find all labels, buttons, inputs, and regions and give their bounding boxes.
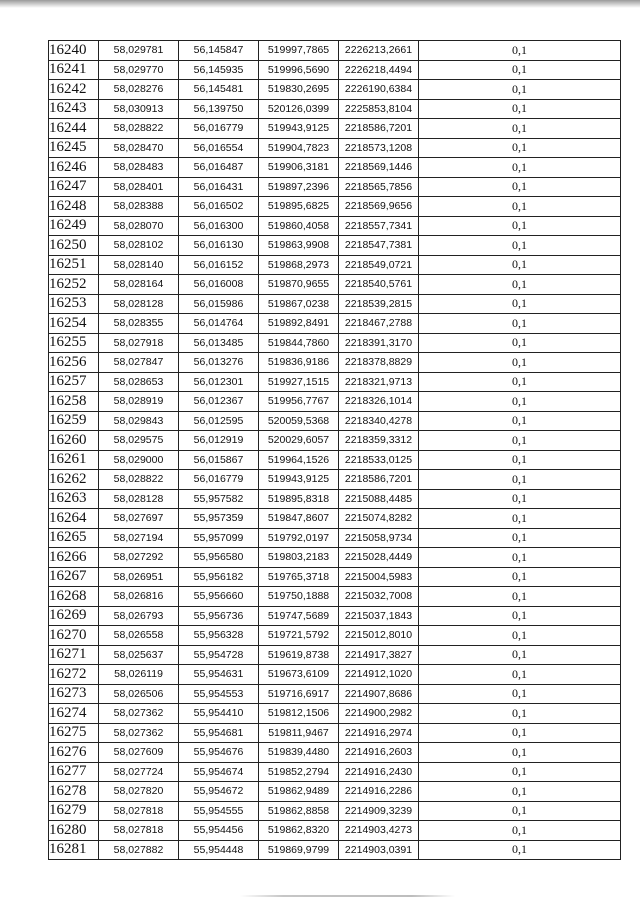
x-coordinate-cell: 519927,1515: [259, 372, 339, 392]
x-coordinate-cell: 519862,8858: [259, 801, 339, 821]
x-coordinate-cell: 519852,2794: [259, 762, 339, 782]
x-coordinate-cell: 519943,9125: [259, 470, 339, 490]
latitude-cell: 58,029770: [99, 60, 179, 80]
latitude-cell: 58,027362: [99, 704, 179, 724]
point-number-cell: 16265: [49, 528, 99, 548]
latitude-cell: 58,028401: [99, 177, 179, 197]
longitude-cell: 56,014764: [179, 314, 259, 334]
point-number-cell: 16277: [49, 762, 99, 782]
point-number-cell: 16251: [49, 255, 99, 275]
x-coordinate-cell: 519863,9908: [259, 236, 339, 256]
point-number-cell: 16246: [49, 158, 99, 178]
point-number-cell: 16249: [49, 216, 99, 236]
x-coordinate-cell: 520029,6057: [259, 431, 339, 451]
y-coordinate-cell: 2218391,3170: [339, 333, 419, 353]
point-number-cell: 16261: [49, 450, 99, 470]
accuracy-cell: 0,1: [419, 743, 621, 763]
scan-top-edge: [0, 0, 640, 8]
latitude-cell: 58,026558: [99, 626, 179, 646]
table-row: [49, 80, 621, 100]
table-row: [49, 567, 621, 587]
latitude-cell: 58,028070: [99, 216, 179, 236]
x-coordinate-cell: 519619,8738: [259, 645, 339, 665]
accuracy-cell: 0,1: [419, 528, 621, 548]
longitude-cell: 56,016554: [179, 138, 259, 158]
y-coordinate-cell: 2215028,4449: [339, 548, 419, 568]
accuracy-cell: 0,1: [419, 372, 621, 392]
accuracy-cell: 0,1: [419, 821, 621, 841]
x-coordinate-cell: 519997,7865: [259, 41, 339, 61]
accuracy-cell: 0,1: [419, 314, 621, 334]
point-number-cell: 16243: [49, 99, 99, 119]
y-coordinate-cell: 2215037,1843: [339, 606, 419, 626]
point-number-cell: 16244: [49, 119, 99, 139]
y-coordinate-cell: 2214900,2982: [339, 704, 419, 724]
longitude-cell: 56,013276: [179, 353, 259, 373]
latitude-cell: 58,026506: [99, 684, 179, 704]
point-number-cell: 16254: [49, 314, 99, 334]
table-row: [49, 704, 621, 724]
accuracy-cell: 0,1: [419, 216, 621, 236]
y-coordinate-cell: 2218340,4278: [339, 411, 419, 431]
latitude-cell: 58,027818: [99, 801, 179, 821]
table-row: [49, 509, 621, 529]
latitude-cell: 58,028822: [99, 119, 179, 139]
y-coordinate-cell: 2215004,5983: [339, 567, 419, 587]
accuracy-cell: 0,1: [419, 392, 621, 412]
point-number-cell: 16268: [49, 587, 99, 607]
table-row: [49, 606, 621, 626]
accuracy-cell: 0,1: [419, 333, 621, 353]
accuracy-cell: 0,1: [419, 60, 621, 80]
latitude-cell: 58,028483: [99, 158, 179, 178]
table-row: [49, 821, 621, 841]
table-row: [49, 158, 621, 178]
table-row: [49, 60, 621, 80]
latitude-cell: 58,027194: [99, 528, 179, 548]
y-coordinate-cell: 2214903,4273: [339, 821, 419, 841]
longitude-cell: 56,012595: [179, 411, 259, 431]
y-coordinate-cell: 2214909,3239: [339, 801, 419, 821]
longitude-cell: 55,954674: [179, 762, 259, 782]
x-coordinate-cell: 519812,1506: [259, 704, 339, 724]
longitude-cell: 55,957582: [179, 489, 259, 509]
point-number-cell: 16273: [49, 684, 99, 704]
point-number-cell: 16276: [49, 743, 99, 763]
y-coordinate-cell: 2214916,2603: [339, 743, 419, 763]
accuracy-cell: 0,1: [419, 665, 621, 685]
point-number-cell: 16271: [49, 645, 99, 665]
y-coordinate-cell: 2214916,2974: [339, 723, 419, 743]
x-coordinate-cell: 519830,2695: [259, 80, 339, 100]
latitude-cell: 58,027820: [99, 782, 179, 802]
latitude-cell: 58,028164: [99, 275, 179, 295]
y-coordinate-cell: 2215088,4485: [339, 489, 419, 509]
x-coordinate-cell: 519803,2183: [259, 548, 339, 568]
accuracy-cell: 0,1: [419, 645, 621, 665]
table-row: [49, 41, 621, 61]
accuracy-cell: 0,1: [419, 138, 621, 158]
x-coordinate-cell: 519964,1526: [259, 450, 339, 470]
longitude-cell: 55,956580: [179, 548, 259, 568]
latitude-cell: 58,027724: [99, 762, 179, 782]
table-row: [49, 723, 621, 743]
accuracy-cell: 0,1: [419, 606, 621, 626]
point-number-cell: 16250: [49, 236, 99, 256]
point-number-cell: 16255: [49, 333, 99, 353]
y-coordinate-cell: 2218539,2815: [339, 294, 419, 314]
longitude-cell: 56,016130: [179, 236, 259, 256]
point-number-cell: 16267: [49, 567, 99, 587]
table-row: [49, 782, 621, 802]
latitude-cell: 58,028276: [99, 80, 179, 100]
x-coordinate-cell: 519869,9799: [259, 840, 339, 860]
longitude-cell: 55,954631: [179, 665, 259, 685]
latitude-cell: 58,026793: [99, 606, 179, 626]
x-coordinate-cell: 519906,3181: [259, 158, 339, 178]
point-number-cell: 16281: [49, 840, 99, 860]
table-row: [49, 333, 621, 353]
longitude-cell: 56,145481: [179, 80, 259, 100]
table-row: [49, 177, 621, 197]
x-coordinate-cell: 519895,8318: [259, 489, 339, 509]
longitude-cell: 56,013485: [179, 333, 259, 353]
longitude-cell: 55,954555: [179, 801, 259, 821]
x-coordinate-cell: 519811,9467: [259, 723, 339, 743]
longitude-cell: 55,954728: [179, 645, 259, 665]
longitude-cell: 56,016487: [179, 158, 259, 178]
point-number-cell: 16280: [49, 821, 99, 841]
y-coordinate-cell: 2214916,2430: [339, 762, 419, 782]
longitude-cell: 55,954410: [179, 704, 259, 724]
x-coordinate-cell: 519895,6825: [259, 197, 339, 217]
x-coordinate-cell: 519765,3718: [259, 567, 339, 587]
x-coordinate-cell: 520126,0399: [259, 99, 339, 119]
y-coordinate-cell: 2215058,9734: [339, 528, 419, 548]
point-number-cell: 16257: [49, 372, 99, 392]
accuracy-cell: 0,1: [419, 840, 621, 860]
latitude-cell: 58,028355: [99, 314, 179, 334]
table-row: [49, 684, 621, 704]
table-row: [49, 255, 621, 275]
longitude-cell: 56,016779: [179, 470, 259, 490]
latitude-cell: 58,028388: [99, 197, 179, 217]
longitude-cell: 55,956660: [179, 587, 259, 607]
y-coordinate-cell: 2218378,8829: [339, 353, 419, 373]
latitude-cell: 58,029000: [99, 450, 179, 470]
y-coordinate-cell: 2218467,2788: [339, 314, 419, 334]
latitude-cell: 58,029575: [99, 431, 179, 451]
y-coordinate-cell: 2218540,5761: [339, 275, 419, 295]
table-row: [49, 645, 621, 665]
x-coordinate-cell: 519747,5689: [259, 606, 339, 626]
y-coordinate-cell: 2218359,3312: [339, 431, 419, 451]
y-coordinate-cell: 2226218,4494: [339, 60, 419, 80]
x-coordinate-cell: 519943,9125: [259, 119, 339, 139]
y-coordinate-cell: 2214907,8686: [339, 684, 419, 704]
y-coordinate-cell: 2226213,2661: [339, 41, 419, 61]
longitude-cell: 55,954672: [179, 782, 259, 802]
longitude-cell: 55,954448: [179, 840, 259, 860]
accuracy-cell: 0,1: [419, 762, 621, 782]
latitude-cell: 58,028470: [99, 138, 179, 158]
longitude-cell: 56,145935: [179, 60, 259, 80]
table-row: [49, 470, 621, 490]
table-row: [49, 372, 621, 392]
point-number-cell: 16256: [49, 353, 99, 373]
latitude-cell: 58,026951: [99, 567, 179, 587]
point-number-cell: 16269: [49, 606, 99, 626]
point-number-cell: 16245: [49, 138, 99, 158]
longitude-cell: 55,957359: [179, 509, 259, 529]
latitude-cell: 58,026119: [99, 665, 179, 685]
accuracy-cell: 0,1: [419, 567, 621, 587]
accuracy-cell: 0,1: [419, 489, 621, 509]
table-row: [49, 665, 621, 685]
table-row: [49, 431, 621, 451]
table-row: [49, 587, 621, 607]
y-coordinate-cell: 2215074,8282: [339, 509, 419, 529]
table-row: [49, 801, 621, 821]
y-coordinate-cell: 2218586,7201: [339, 470, 419, 490]
accuracy-cell: 0,1: [419, 255, 621, 275]
y-coordinate-cell: 2218549,0721: [339, 255, 419, 275]
accuracy-cell: 0,1: [419, 119, 621, 139]
x-coordinate-cell: 519847,8607: [259, 509, 339, 529]
x-coordinate-cell: 519750,1888: [259, 587, 339, 607]
point-number-cell: 16253: [49, 294, 99, 314]
latitude-cell: 58,027362: [99, 723, 179, 743]
table-row: [49, 743, 621, 763]
accuracy-cell: 0,1: [419, 704, 621, 724]
accuracy-cell: 0,1: [419, 450, 621, 470]
y-coordinate-cell: 2214912,1020: [339, 665, 419, 685]
point-number-cell: 16266: [49, 548, 99, 568]
table-row: [49, 275, 621, 295]
latitude-cell: 58,027882: [99, 840, 179, 860]
point-number-cell: 16263: [49, 489, 99, 509]
accuracy-cell: 0,1: [419, 723, 621, 743]
point-number-cell: 16278: [49, 782, 99, 802]
latitude-cell: 58,027292: [99, 548, 179, 568]
accuracy-cell: 0,1: [419, 684, 621, 704]
accuracy-cell: 0,1: [419, 80, 621, 100]
table-row: [49, 197, 621, 217]
x-coordinate-cell: 519897,2396: [259, 177, 339, 197]
longitude-cell: 55,954676: [179, 743, 259, 763]
longitude-cell: 56,015867: [179, 450, 259, 470]
longitude-cell: 56,016008: [179, 275, 259, 295]
point-number-cell: 16252: [49, 275, 99, 295]
table-row: [49, 119, 621, 139]
longitude-cell: 55,956736: [179, 606, 259, 626]
x-coordinate-cell: 519862,8320: [259, 821, 339, 841]
latitude-cell: 58,026816: [99, 587, 179, 607]
latitude-cell: 58,027609: [99, 743, 179, 763]
longitude-cell: 56,016431: [179, 177, 259, 197]
x-coordinate-cell: 519721,5792: [259, 626, 339, 646]
table-row: [49, 626, 621, 646]
point-number-cell: 16258: [49, 392, 99, 412]
accuracy-cell: 0,1: [419, 275, 621, 295]
longitude-cell: 56,012919: [179, 431, 259, 451]
table-row: [49, 528, 621, 548]
accuracy-cell: 0,1: [419, 236, 621, 256]
coordinates-table: [48, 40, 621, 860]
x-coordinate-cell: 519839,4480: [259, 743, 339, 763]
latitude-cell: 58,027818: [99, 821, 179, 841]
point-number-cell: 16248: [49, 197, 99, 217]
point-number-cell: 16259: [49, 411, 99, 431]
y-coordinate-cell: 2226190,6384: [339, 80, 419, 100]
latitude-cell: 58,027697: [99, 509, 179, 529]
x-coordinate-cell: 519836,9186: [259, 353, 339, 373]
table-row: [49, 236, 621, 256]
table-row: [49, 762, 621, 782]
x-coordinate-cell: 519792,0197: [259, 528, 339, 548]
longitude-cell: 55,956182: [179, 567, 259, 587]
point-number-cell: 16279: [49, 801, 99, 821]
longitude-cell: 55,956328: [179, 626, 259, 646]
point-number-cell: 16240: [49, 41, 99, 61]
y-coordinate-cell: 2214903,0391: [339, 840, 419, 860]
longitude-cell: 56,016300: [179, 216, 259, 236]
x-coordinate-cell: 519892,8491: [259, 314, 339, 334]
table-row: [49, 840, 621, 860]
x-coordinate-cell: 519862,9489: [259, 782, 339, 802]
longitude-cell: 56,139750: [179, 99, 259, 119]
longitude-cell: 55,954681: [179, 723, 259, 743]
latitude-cell: 58,028128: [99, 489, 179, 509]
accuracy-cell: 0,1: [419, 548, 621, 568]
scan-bottom-mark: [240, 895, 455, 897]
accuracy-cell: 0,1: [419, 509, 621, 529]
latitude-cell: 58,027918: [99, 333, 179, 353]
accuracy-cell: 0,1: [419, 177, 621, 197]
y-coordinate-cell: 2214916,2286: [339, 782, 419, 802]
accuracy-cell: 0,1: [419, 41, 621, 61]
x-coordinate-cell: 519716,6917: [259, 684, 339, 704]
x-coordinate-cell: 520059,5368: [259, 411, 339, 431]
latitude-cell: 58,028128: [99, 294, 179, 314]
accuracy-cell: 0,1: [419, 353, 621, 373]
longitude-cell: 55,957099: [179, 528, 259, 548]
y-coordinate-cell: 2218557,7341: [339, 216, 419, 236]
y-coordinate-cell: 2215032,7008: [339, 587, 419, 607]
y-coordinate-cell: 2218586,7201: [339, 119, 419, 139]
longitude-cell: 56,012301: [179, 372, 259, 392]
table-row: [49, 216, 621, 236]
latitude-cell: 58,028653: [99, 372, 179, 392]
y-coordinate-cell: 2218569,9656: [339, 197, 419, 217]
longitude-cell: 56,016779: [179, 119, 259, 139]
accuracy-cell: 0,1: [419, 782, 621, 802]
point-number-cell: 16260: [49, 431, 99, 451]
y-coordinate-cell: 2218569,1446: [339, 158, 419, 178]
latitude-cell: 58,025637: [99, 645, 179, 665]
longitude-cell: 55,954456: [179, 821, 259, 841]
longitude-cell: 55,954553: [179, 684, 259, 704]
point-number-cell: 16270: [49, 626, 99, 646]
latitude-cell: 58,028822: [99, 470, 179, 490]
accuracy-cell: 0,1: [419, 294, 621, 314]
table-row: [49, 411, 621, 431]
y-coordinate-cell: 2218533,0125: [339, 450, 419, 470]
latitude-cell: 58,029843: [99, 411, 179, 431]
x-coordinate-cell: 519673,6109: [259, 665, 339, 685]
table-row: [49, 99, 621, 119]
y-coordinate-cell: 2218321,9713: [339, 372, 419, 392]
latitude-cell: 58,029781: [99, 41, 179, 61]
x-coordinate-cell: 519870,9655: [259, 275, 339, 295]
latitude-cell: 58,027847: [99, 353, 179, 373]
accuracy-cell: 0,1: [419, 197, 621, 217]
table-row: [49, 392, 621, 412]
table-row: [49, 314, 621, 334]
y-coordinate-cell: 2218565,7856: [339, 177, 419, 197]
y-coordinate-cell: 2218326,1014: [339, 392, 419, 412]
accuracy-cell: 0,1: [419, 158, 621, 178]
accuracy-cell: 0,1: [419, 99, 621, 119]
accuracy-cell: 0,1: [419, 587, 621, 607]
latitude-cell: 58,030913: [99, 99, 179, 119]
coordinates-table-body: [49, 41, 621, 860]
table-row: [49, 294, 621, 314]
x-coordinate-cell: 519867,0238: [259, 294, 339, 314]
longitude-cell: 56,015986: [179, 294, 259, 314]
point-number-cell: 16262: [49, 470, 99, 490]
y-coordinate-cell: 2225853,8104: [339, 99, 419, 119]
x-coordinate-cell: 519956,7767: [259, 392, 339, 412]
latitude-cell: 58,028140: [99, 255, 179, 275]
x-coordinate-cell: 519868,2973: [259, 255, 339, 275]
accuracy-cell: 0,1: [419, 470, 621, 490]
y-coordinate-cell: 2214917,3827: [339, 645, 419, 665]
table-row: [49, 548, 621, 568]
point-number-cell: 16275: [49, 723, 99, 743]
x-coordinate-cell: 519904,7823: [259, 138, 339, 158]
longitude-cell: 56,145847: [179, 41, 259, 61]
accuracy-cell: 0,1: [419, 626, 621, 646]
table-row: [49, 489, 621, 509]
x-coordinate-cell: 519860,4058: [259, 216, 339, 236]
point-number-cell: 16241: [49, 60, 99, 80]
table-row: [49, 138, 621, 158]
point-number-cell: 16242: [49, 80, 99, 100]
accuracy-cell: 0,1: [419, 411, 621, 431]
accuracy-cell: 0,1: [419, 801, 621, 821]
point-number-cell: 16264: [49, 509, 99, 529]
latitude-cell: 58,028919: [99, 392, 179, 412]
table-row: [49, 353, 621, 373]
table-row: [49, 450, 621, 470]
point-number-cell: 16272: [49, 665, 99, 685]
point-number-cell: 16274: [49, 704, 99, 724]
longitude-cell: 56,016502: [179, 197, 259, 217]
point-number-cell: 16247: [49, 177, 99, 197]
x-coordinate-cell: 519996,5690: [259, 60, 339, 80]
longitude-cell: 56,016152: [179, 255, 259, 275]
x-coordinate-cell: 519844,7860: [259, 333, 339, 353]
accuracy-cell: 0,1: [419, 431, 621, 451]
y-coordinate-cell: 2218547,7381: [339, 236, 419, 256]
longitude-cell: 56,012367: [179, 392, 259, 412]
y-coordinate-cell: 2218573,1208: [339, 138, 419, 158]
latitude-cell: 58,028102: [99, 236, 179, 256]
y-coordinate-cell: 2215012,8010: [339, 626, 419, 646]
